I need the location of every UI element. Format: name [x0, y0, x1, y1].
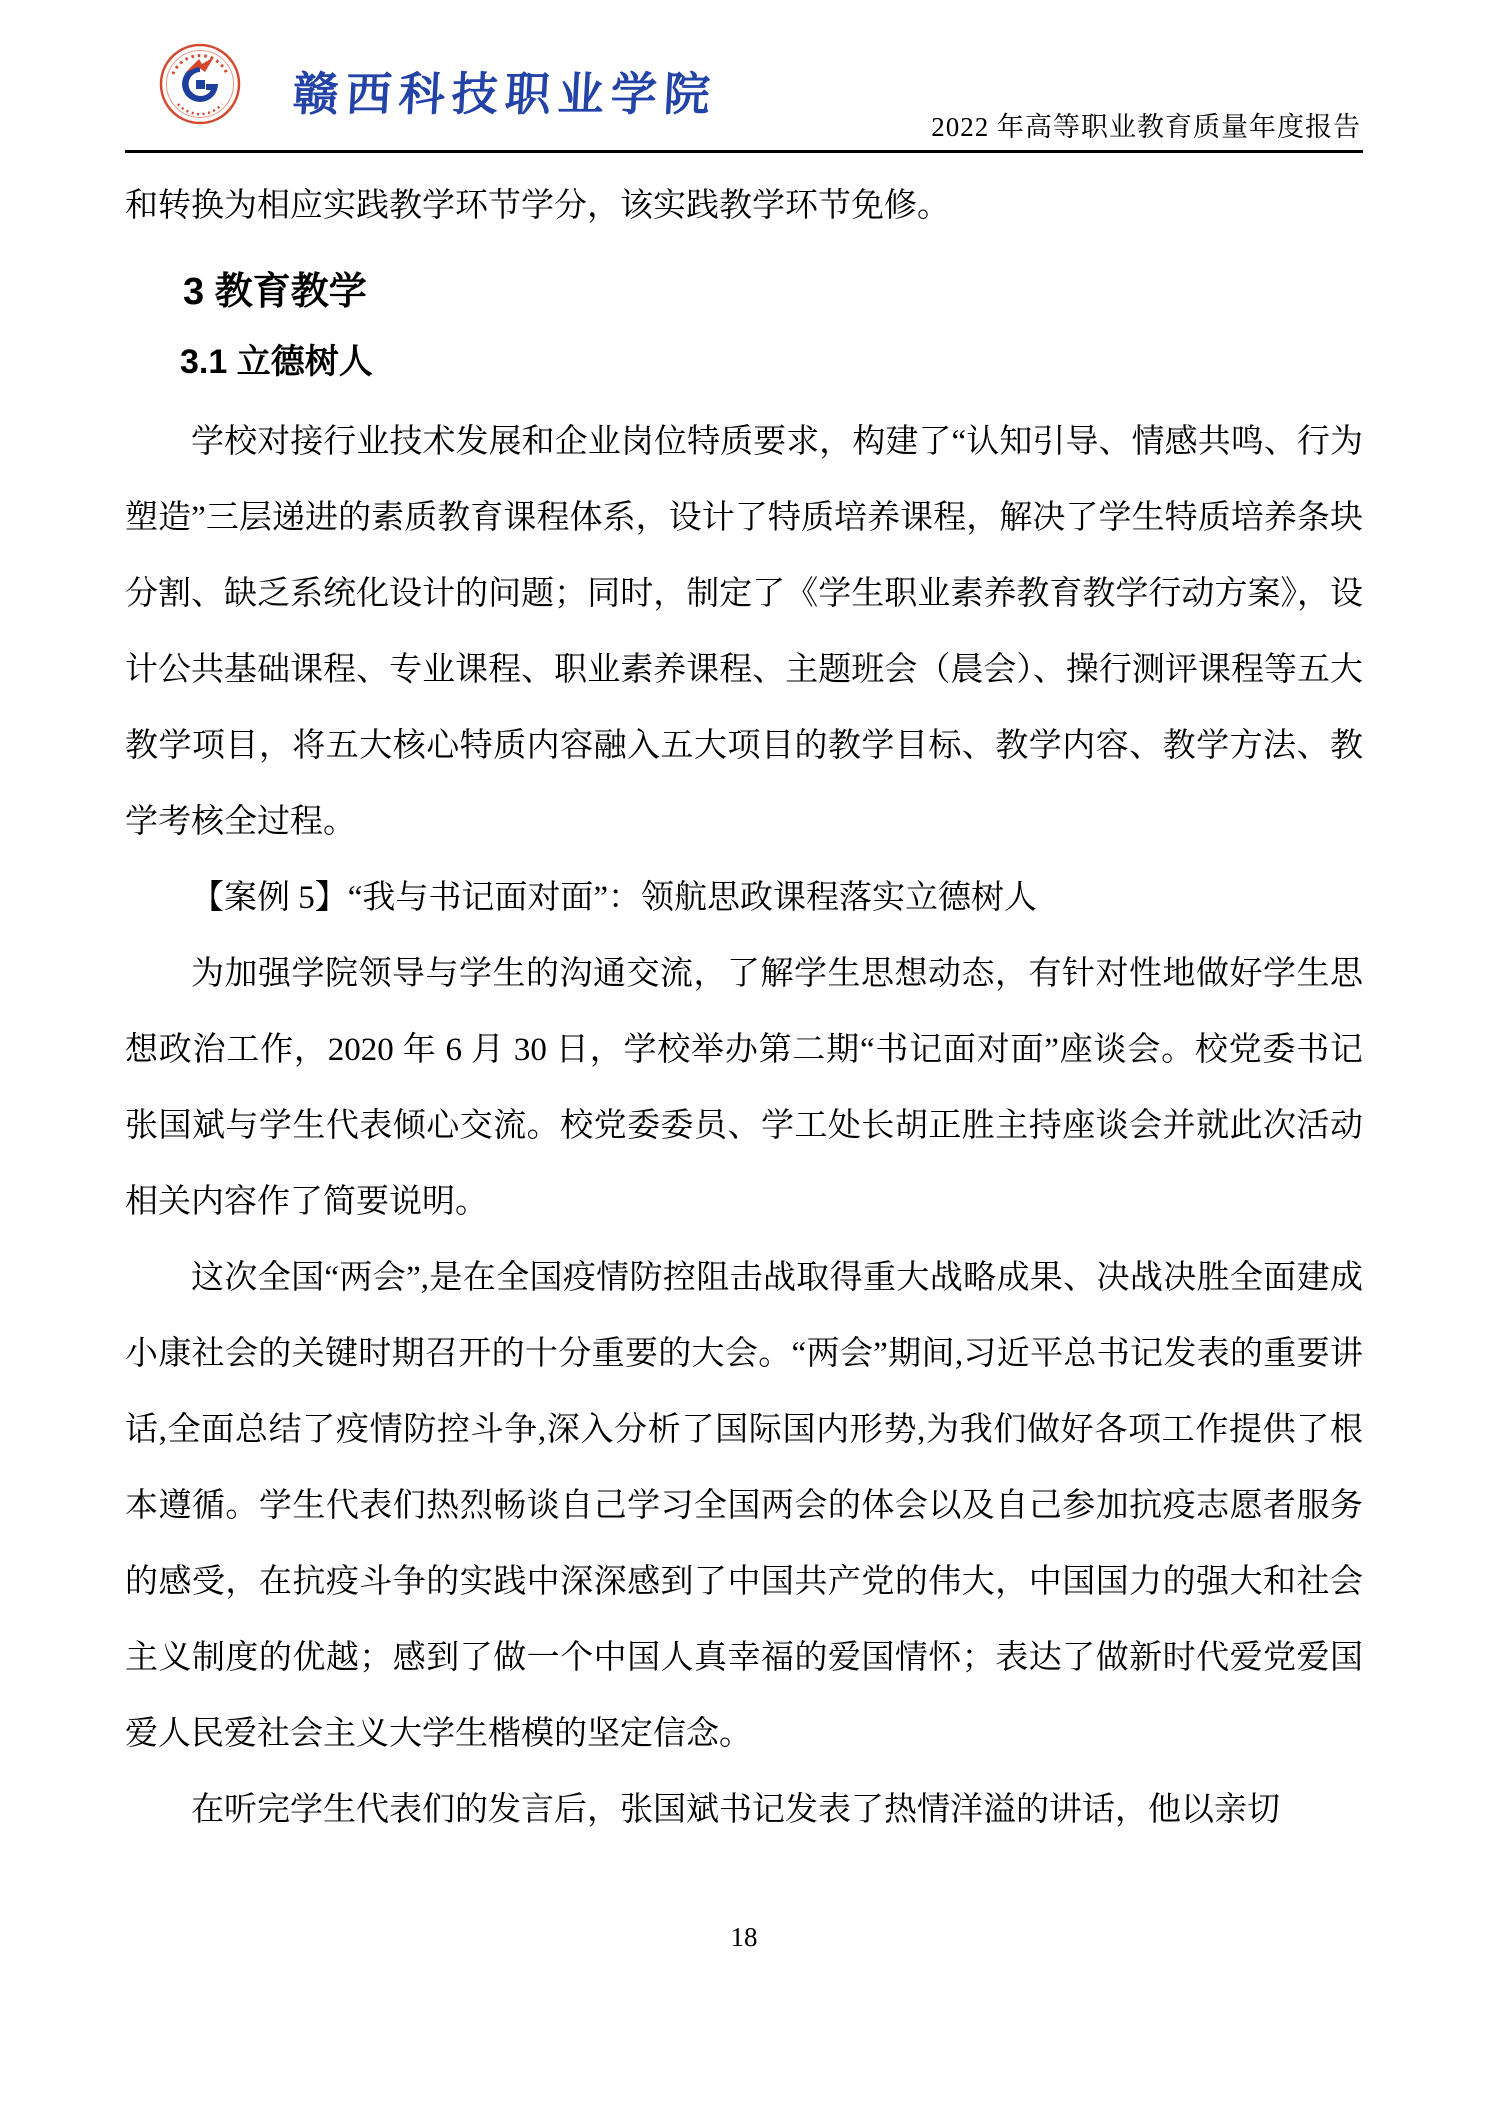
college-emblem-icon [158, 42, 242, 126]
school-name: 赣西科技职业学院 [291, 69, 719, 120]
document-content [125, 168, 1363, 1848]
report-title: 2022 年高等职业教育质量年度报告 [931, 112, 1361, 142]
page-header [125, 0, 1363, 153]
section-heading: 3 教育教学 [183, 271, 367, 313]
page-number: 18 [730, 1922, 758, 1952]
case-title: 【案例 5】“我与书记面对面”：领航思政课程落实立德树人 [191, 880, 1038, 917]
paragraph-two-sessions: 这次全国“两会”,是在全国疫情防控阻击战取得重大战略成果、决战决胜全面建成小康社会的关键时期召开的十分重要的大会。“两会”期间,习近平总书记发表的重要讲话,全面总结了疫情防控斗争,深入分析了国际国内形势,为我们做好各项工作提供了根本遵循。学生代表们热烈畅谈自己学习全国两会的体会以及自己参加抗疫志愿者服务的感受，在抗疫斗争的实践中深深感到了中国共产党的伟大，中国国力的强大和社会主义制度的优越；感到了做一个中国人真幸福的爱国情怀；表达了做新时代爱党爱国爱人民爱社会主义大学生楷模的坚定信念。 [125, 1260, 1363, 1753]
subsection-heading: 3.1 立德树人 [180, 342, 373, 381]
paragraph-meeting: 为加强学院领导与学生的沟通交流，了解学生思想动态，有针对性地做好学生思想政治工作，2020 年 6 月 30 日，学校举办第二期“书记面对面”座谈会。校党委书记张国斌与学生代表倾心交流。校党委委员、学工处长胡正胜主持座谈会并就此次活动相关内容作了简要说明。 [125, 956, 1363, 1221]
paragraph-closing: 在听完学生代表们的发言后，张国斌书记发表了热情洋溢的讲话，他以亲切 [191, 1792, 1280, 1829]
paragraph-continuation: 和转换为相应实践教学环节学分，该实践教学环节免修。 [125, 188, 950, 224]
page-footer [0, 1922, 1488, 1953]
paragraph-quality-system: 学校对接行业技术发展和企业岗位特质要求，构建了“认知引导、情感共鸣、行为塑造”三层递进的素质教育课程体系，设计了特质培养课程，解决了学生特质培养条块分割、缺乏系统化设计的问题；同时，制定了《学生职业素养教育教学行动方案》，设计公共基础课程、专业课程、职业素养课程、主题班会（晨会）、操行测评课程等五大教学项目，将五大核心特质内容融入五大项目的教学目标、教学内容、教学方法、教学考核全过程。 [125, 424, 1363, 841]
